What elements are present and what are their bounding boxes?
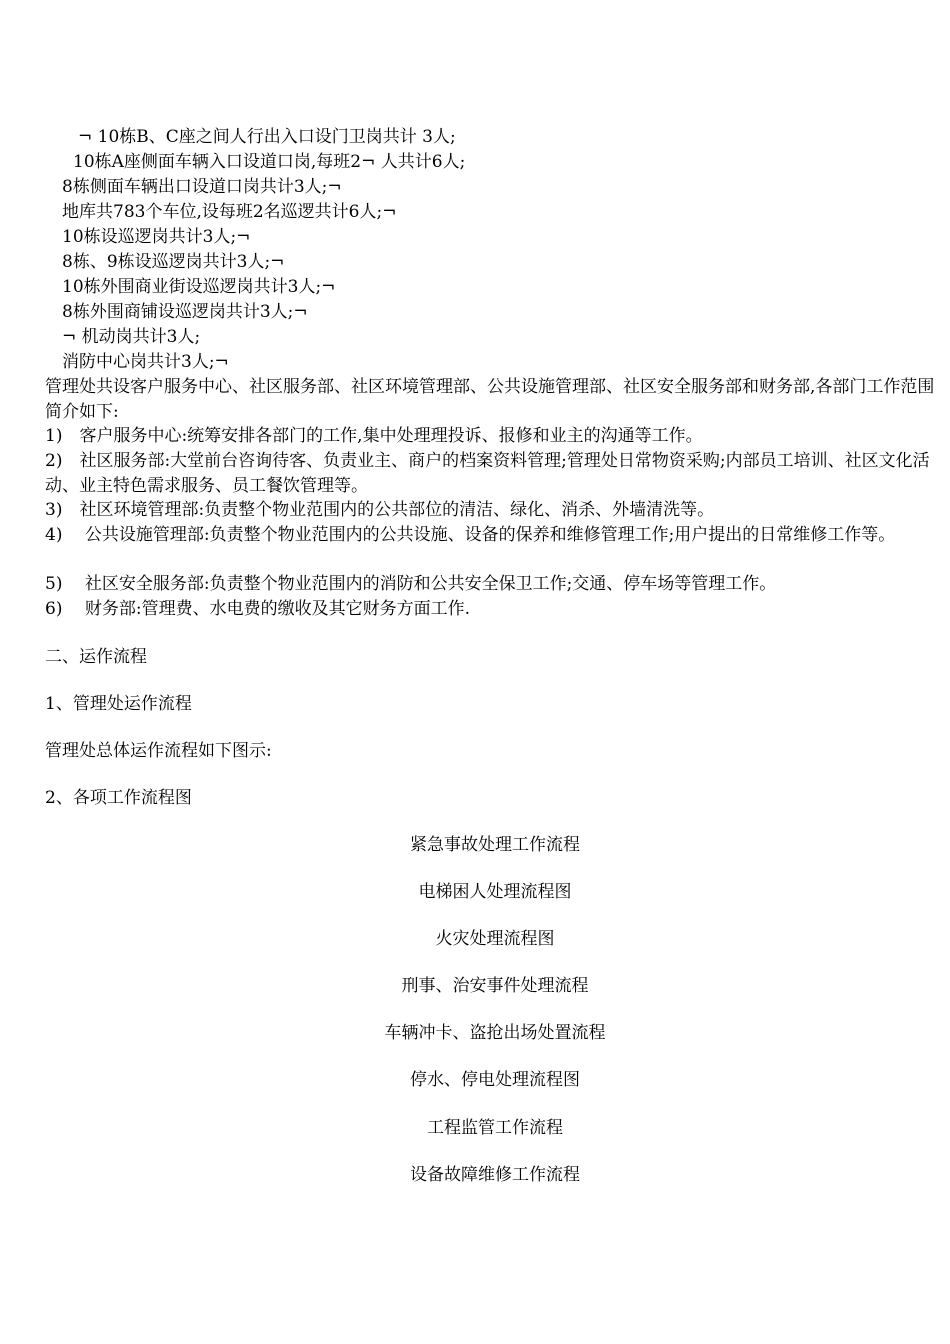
flow-title: 刑事、治安事件处理流程: [401, 976, 589, 996]
flow-title: 紧急事故处理工作流程: [410, 835, 580, 855]
subsection-text: 管理处总体运作流程如下图示:: [45, 741, 272, 761]
department-item: 1) 客户服务中心:统筹安排各部门的工作,集中处理理投诉、报修和业主的沟通等工作。: [45, 426, 703, 446]
post-line: 8栋、9栋设巡逻岗共计3人;¬: [62, 252, 285, 272]
departments-intro: 管理处共设客户服务中心、社区服务部、社区环境管理部、公共设施管理部、社区安全服务部和财务部,各部门工作范围简介如下:: [45, 377, 935, 422]
flow-title: 火灾处理流程图: [435, 929, 555, 949]
post-line: 10栋外围商业街设巡逻岗共计3人;¬: [62, 277, 336, 297]
department-item: 2) 社区服务部:大堂前台咨询待客、负责业主、商户的档案资料管理;管理处日常物资采购;内部员工培训、社区文化活动、业主特色需求服务、员工餐饮管理等。: [45, 451, 930, 496]
post-line: 10栋A座侧面车辆入口设道口岗,每班2¬ 人共计6人;: [73, 152, 466, 172]
post-line: ¬ 10栋B、C座之间人行出入口设门卫岗共计 3人;: [78, 127, 456, 147]
post-line: 地库共783个车位,设每班2名巡逻共计6人;¬: [62, 202, 397, 222]
flow-title: 工程监管工作流程: [427, 1118, 563, 1138]
post-line: 10栋设巡逻岗共计3人;¬: [62, 227, 251, 247]
post-line: 消防中心岗共计3人;¬: [62, 352, 229, 372]
subsection-heading: 2、各项工作流程图: [45, 788, 192, 808]
post-line: ¬ 机动岗共计3人;: [62, 327, 201, 347]
department-item: 4) 公共设施管理部:负责整个物业范围内的公共设施、设备的保养和维修管理工作;用户提出的日常维修工作等。: [45, 525, 896, 545]
department-item: 6) 财务部:管理费、水电费的缴收及其它财务方面工作.: [45, 599, 470, 619]
flow-title: 设备故障维修工作流程: [410, 1165, 580, 1185]
flow-title: 车辆冲卡、盗抢出场处置流程: [384, 1023, 606, 1043]
section-heading: 二、运作流程: [45, 647, 147, 667]
subsection-heading: 1、管理处运作流程: [45, 694, 192, 714]
department-item: 3) 社区环境管理部:负责整个物业范围内的公共部位的清洁、绿化、消杀、外墙清洗等。: [45, 500, 715, 520]
post-line: 8栋外围商铺设巡逻岗共计3人;¬: [62, 302, 308, 322]
department-item: 5) 社区安全服务部:负责整个物业范围内的消防和公共安全保卫工作;交通、停车场等管理工作。: [45, 574, 777, 594]
post-line: 8栋侧面车辆出口设道口岗共计3人;¬: [62, 177, 342, 197]
flow-title: 停水、停电处理流程图: [410, 1070, 580, 1090]
flow-title: 电梯困人处理流程图: [418, 882, 572, 902]
